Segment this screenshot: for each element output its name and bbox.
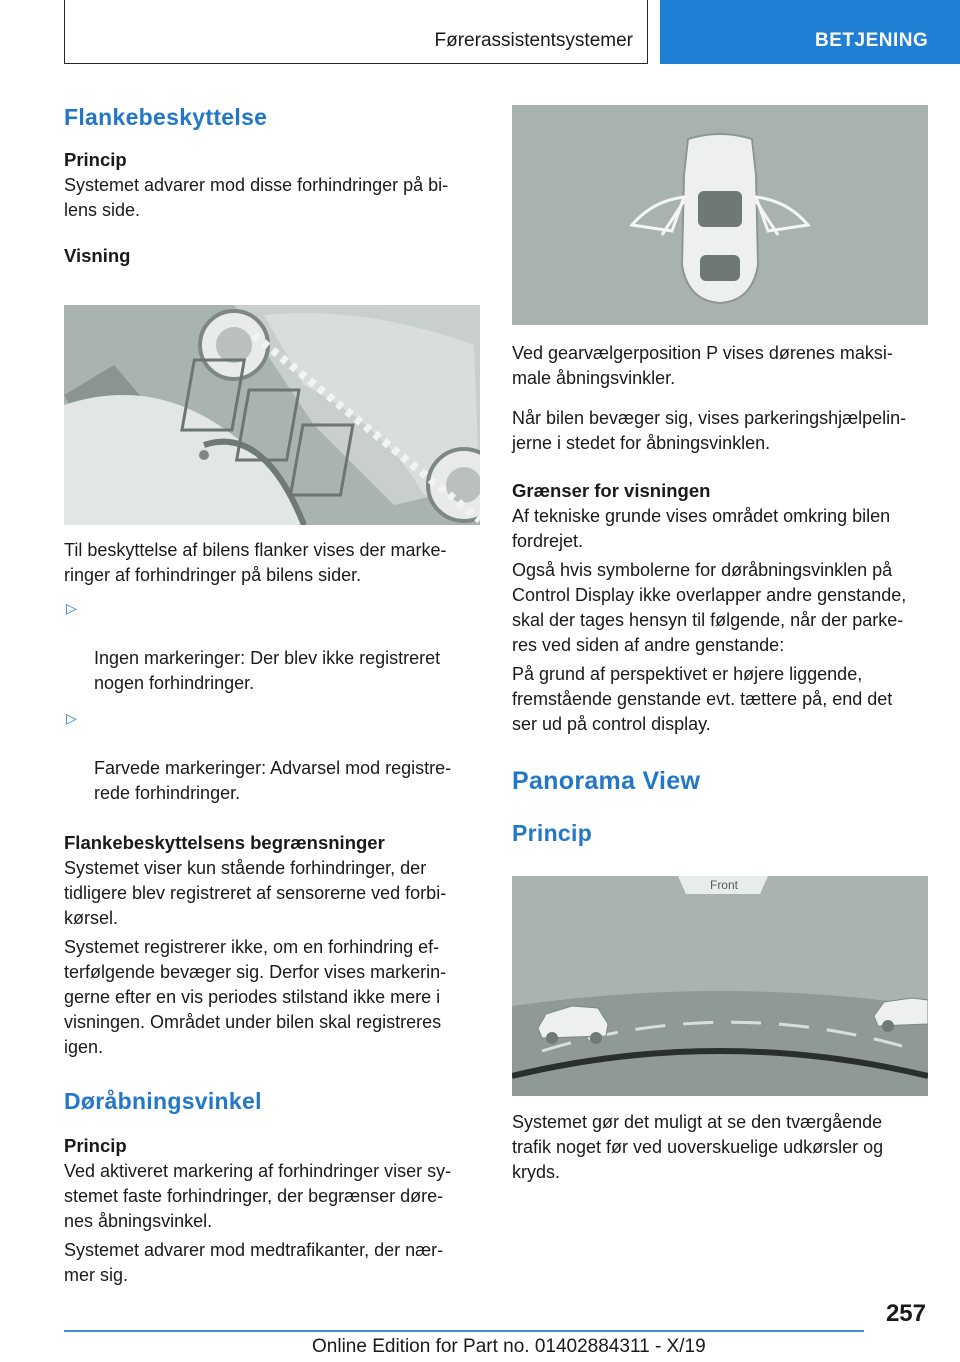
text-display-limits-3: På grund af perspektivet er højere liggende, fremstående genstande evt. tættere på, end det ser ud på control display. [512, 664, 893, 734]
heading-princip-2: Princip [64, 1135, 127, 1156]
left-column [64, 104, 480, 267]
text-door-1: Ved aktiveret markering af forhindringer viser sy- stemet faste forhindringer, der begrænser døre- nes åbningsvinkel. [64, 1161, 452, 1231]
bullet-item [64, 596, 480, 696]
text-gear: Ved gearvælgerposition P vises dørenes maksi- male åbningsvinkler. [512, 343, 893, 388]
text-display-limits-1: Af tekniske grunde vises området omkring bilen fordrejet. [512, 506, 891, 551]
header-chapter-box [64, 0, 648, 64]
panorama-front-label: Front [709, 878, 738, 892]
left-column-2 [64, 538, 480, 1288]
text-princip: Systemet advarer mod disse forhindringer på bi- lens side. [64, 175, 449, 220]
heading-panorama-view: Panorama View [512, 767, 701, 795]
heading-visning: Visning [64, 245, 131, 266]
bullet-text: Farvede markeringer: Advarsel mod registre- rede forhindringer. [94, 758, 452, 803]
bullet-text: Ingen markeringer: Der blev ikke registreret nogen forhindringer. [94, 648, 441, 693]
heading-princip-3: Princip [512, 820, 593, 846]
heading-display-limits: Grænser for visningen [512, 480, 711, 501]
right-column-2 [512, 1110, 928, 1185]
footer-edition: Online Edition for Part no. 01402884311 - X/19 [312, 1336, 706, 1357]
door-angle-illustration [512, 105, 928, 325]
text-door-2: Systemet advarer mod medtrafikanter, der nær- mer sig. [64, 1240, 444, 1285]
text-limits-2: Systemet registrerer ikke, om en forhindring ef- terfølgende bevæger sig. Derfor vises markerin- gerne efter en vis periodes stilstand ikke mere i visningen. Området under bilen skal registreres igen. [64, 937, 447, 1057]
text-limits-1: Systemet viser kun stående forhindringer, der tidligere blev registreret af sensorerne ved forbi- kørsel. [64, 858, 447, 928]
text-moving: Når bilen bevæger sig, vises parkeringshjælpelin- jerne i stedet for åbningsvinklen. [512, 408, 907, 453]
text-markers: Til beskyttelse af bilens flanker vises der marke- ringer af forhindringer på bilens sider. [64, 540, 447, 585]
text-display-limits-2: Også hvis symbolerne for døråbningsvinklen på Control Display ikke overlapper andre genstande, skal der tages hensyn til følgende, når der parke- res ved siden af andre genstande: [512, 560, 907, 655]
panorama-view-illustration [512, 876, 928, 1096]
heading-princip: Princip [64, 149, 127, 170]
bullet-item [64, 706, 480, 806]
heading-limits: Flankebeskyttelsens begrænsninger [64, 832, 385, 853]
figure-door-angle [512, 105, 928, 325]
figure-flank-protection [64, 305, 480, 525]
page-number: 257 [885, 1300, 926, 1327]
text-panorama: Systemet gør det muligt at se den tværgående trafik noget før ved uoverskuelige udkørsler og kryds. [512, 1112, 884, 1182]
heading-doraabningsvinkel: Døråbningsvinkel [64, 1088, 262, 1114]
triangle-bullet-icon: ▷ [66, 710, 77, 726]
right-column [512, 341, 928, 847]
header-section-tab [660, 0, 960, 64]
heading-flankebeskyttelse: Flankebeskyttelse [64, 104, 268, 130]
chapter-title: Førerassistentsystemer [434, 30, 633, 51]
footer-divider [64, 1330, 864, 1332]
figure-panorama-view [512, 876, 928, 1096]
flank-protection-illustration [64, 305, 480, 525]
section-title: BETJENING [815, 30, 929, 51]
triangle-bullet-icon: ▷ [66, 600, 77, 616]
